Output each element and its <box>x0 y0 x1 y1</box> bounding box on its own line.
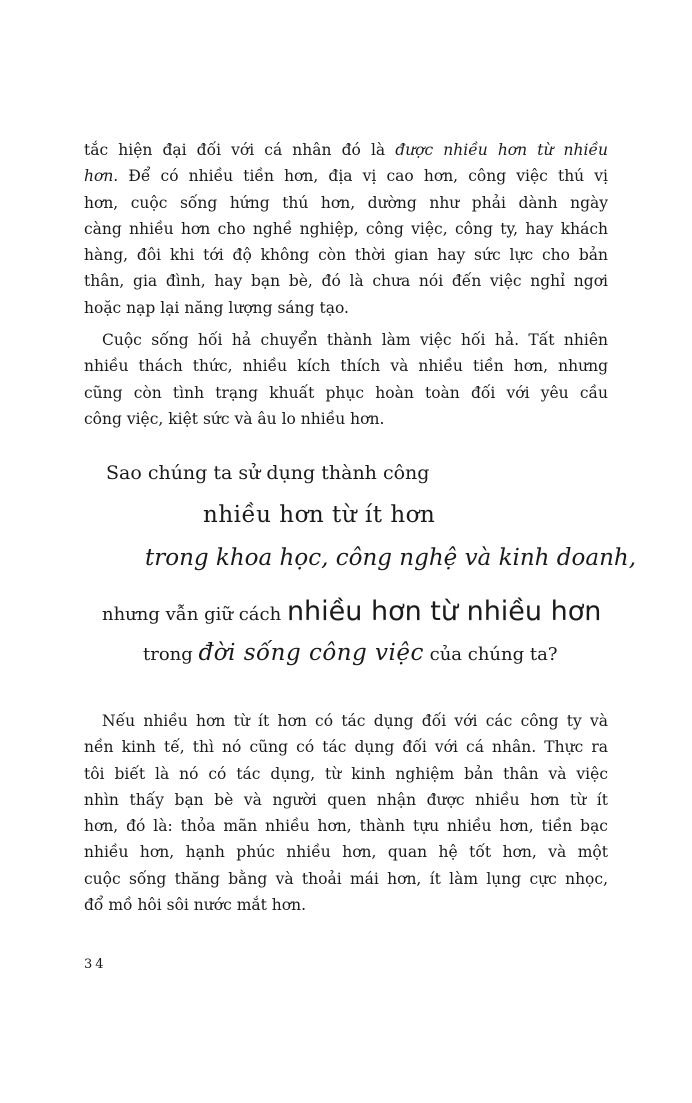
pull-quote-line-4: nhưng vẫn giữ cách nhiều hơn từ nhiều hơn <box>102 596 602 627</box>
text-line: đổ mồ hôi sôi nước mắt hơn. <box>84 896 307 915</box>
text-line: cuộc sống thăng bằng và thoải mái hơn, ít làm lụng cực nhọc, <box>84 869 608 888</box>
body-paragraph-1 <box>84 137 608 321</box>
text-line: hơn, cuộc sống hứng thú hơn, dường như phải dành ngày <box>84 193 608 212</box>
text-line: Nếu nhiều hơn từ ít hơn có tác dụng đối với các công ty và <box>102 712 608 730</box>
text-line: càng nhiều hơn cho nghề nghiệp, công việc, công ty, hay khách <box>84 219 608 238</box>
pull-quote-line-1: Sao chúng ta sử dụng thành công <box>106 462 430 484</box>
text-line: cũng còn tình trạng khuất phục hoàn toàn đối với yêu cầu <box>84 383 608 402</box>
pull-quote-line-5: trong đời sống công việc của chúng ta? <box>143 640 558 666</box>
text-line: Cuộc sống hối hả chuyển thành làm việc hối hả. Tất nhiên <box>102 331 608 349</box>
text-line: hơn. Để có nhiều tiền hơn, địa vị cao hơn, công việc thú vị <box>84 167 608 186</box>
page-number: 34 <box>84 957 107 972</box>
text-line: hàng, đôi khi tới độ không còn thời gian hay sức lực cho bản <box>84 246 608 265</box>
body-paragraph-2 <box>84 327 608 432</box>
italic-phrase: được nhiều hơn từ nhiều <box>395 141 608 159</box>
italic-phrase: hơn. <box>84 167 119 186</box>
text-line: tắc hiện đại đối với cá nhân đó là được nhiều hơn từ nhiều <box>84 141 608 159</box>
text-line: hơn, đó là: thỏa mãn nhiều hơn, thành tựu nhiều hơn, tiền bạc <box>84 817 608 836</box>
emphasis-phrase: nhiều hơn từ nhiều hơn <box>286 596 602 627</box>
text-line: nền kinh tế, thì nó cũng có tác dụng đối với cá nhân. Thực ra <box>84 738 608 757</box>
body-paragraph-3 <box>84 708 608 918</box>
text-line: nhiều thách thức, nhiều kích thích và nhiều tiền hơn, nhưng <box>84 357 608 376</box>
text-line: thân, gia đình, hay bạn bè, đó là chưa nói đến việc nghỉ ngơi <box>84 272 608 291</box>
text-line: nhiều hơn, hạnh phúc nhiều hơn, quan hệ tốt hơn, và một <box>84 843 608 862</box>
text-line: công việc, kiệt sức và âu lo nhiều hơn. <box>84 409 385 428</box>
text-line: tôi biết là nó có tác dụng, từ kinh nghiệm bản thân và việc <box>84 764 608 783</box>
text-line: hoặc nạp lại năng lượng sáng tạo. <box>84 298 349 317</box>
text-line: nhìn thấy bạn bè và người quen nhận được nhiều hơn từ ít <box>84 790 608 809</box>
pull-quote-line-2: nhiều hơn từ ít hơn <box>203 502 436 528</box>
emphasis-phrase: đời sống công việc <box>198 640 424 666</box>
pull-quote-line-3: trong khoa học, công nghệ và kinh doanh, <box>145 545 637 571</box>
